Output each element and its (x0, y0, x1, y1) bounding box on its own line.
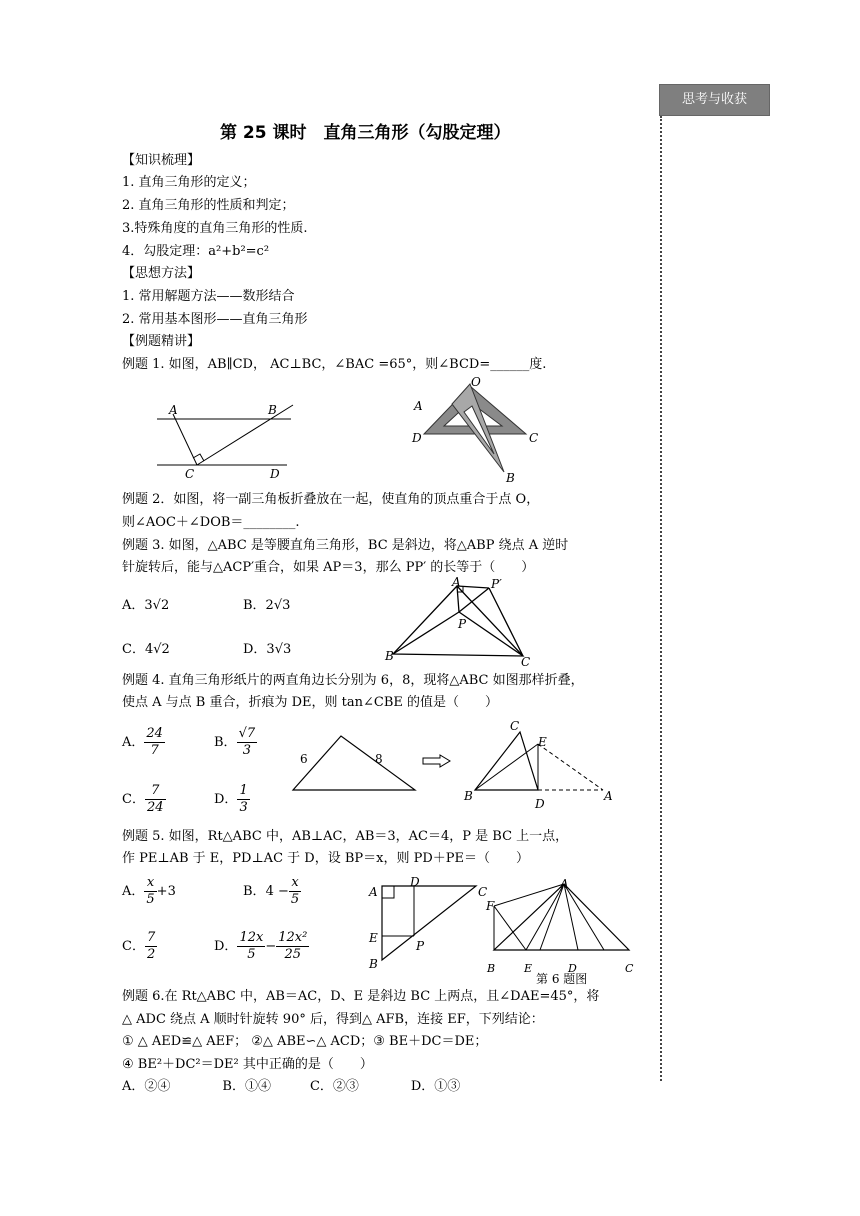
fig-label: D (412, 431, 422, 445)
fraction (144, 875, 156, 908)
question-2: 例题 2．如图，将一副三角板折叠放在一起，使直角的顶点重合于点 O， (122, 492, 540, 507)
denominator: 5 (146, 892, 155, 907)
fig-label: D (535, 797, 545, 811)
fraction (237, 726, 258, 759)
section-heading: 【知识梳理】 (122, 153, 201, 168)
denominator: 3 (239, 800, 248, 815)
question-6: △ ADC 绕点 A 顺时针旋转 90° 后，得到△ AFB，连接 EF，下列结论： (122, 1012, 544, 1027)
fig-label: A (369, 885, 378, 899)
figure-1 (155, 396, 300, 482)
figure-4b (460, 716, 620, 812)
fig-label: D (410, 875, 420, 889)
option-letter: D． (214, 939, 238, 954)
figure-5 (366, 876, 496, 970)
fig-label: C (510, 719, 520, 733)
denominator: 7 (150, 743, 159, 758)
section-heading: 【例题精讲】 (122, 334, 201, 349)
figure-4a (290, 733, 420, 797)
figure-6 (482, 878, 637, 978)
question-4: 例题 4. 直角三角形纸片的两直角边长分别为 6，8，现将△ABC 如图那样折叠， (122, 673, 584, 688)
fig-label: C (529, 431, 539, 445)
option-c (122, 783, 166, 816)
denominator: 5 (290, 892, 300, 907)
numerator: 12x² (278, 930, 308, 945)
fig-label: C (185, 467, 195, 481)
option-d (214, 930, 309, 963)
option-c (122, 930, 157, 963)
page-title: 第 25 课时 直角三角形（勾股定理） (220, 123, 511, 143)
numerator: x (144, 875, 156, 892)
fraction (144, 726, 165, 759)
fraction (289, 875, 301, 908)
fig-label: 6 (300, 752, 308, 766)
question-1: 例题 1. 如图，AB∥CD， AC⊥BC，∠BAC =65°，则∠BCD=______度. (122, 357, 547, 372)
fraction (145, 783, 166, 816)
fraction (237, 930, 265, 963)
fig-label: D (270, 467, 280, 481)
fraction (145, 930, 157, 963)
numerator: 1 (239, 783, 248, 798)
option-letter: C． (122, 792, 145, 807)
option-a: A．3√2 (122, 598, 170, 613)
fig-label: B (268, 403, 277, 417)
fig-label: C (521, 655, 531, 669)
fig-label: D (568, 962, 577, 975)
question-6-options: A．②④ B．①④ C．②③ D．①③ (122, 1079, 461, 1094)
figure-2 (408, 374, 548, 484)
option-b: B．2√3 (243, 598, 291, 613)
option-letter: C． (122, 939, 145, 954)
denominator: 25 (284, 947, 302, 962)
fig-label: B (464, 789, 473, 803)
option-b (214, 726, 257, 759)
fraction (237, 783, 249, 816)
question-5: 例题 5. 如图，Rt△ABC 中，AB⊥AC，AB＝3，AC＝4，P 是 BC 上一点， (122, 829, 569, 844)
fig-label: C (625, 962, 634, 975)
fig-label: A (169, 403, 178, 417)
fig-label: A (452, 575, 461, 589)
fig-label: C (478, 885, 488, 899)
text-line: 2. 常用基本图形——直角三角形 (122, 312, 308, 327)
option-letter: D． (214, 792, 238, 807)
denominator: 3 (242, 743, 251, 758)
question-6: ④ BE²＋DC²＝DE² 其中正确的是（ ） (122, 1057, 373, 1072)
fig-label: F (486, 899, 495, 913)
fig-label: E (524, 962, 533, 975)
fraction (276, 930, 309, 963)
denominator: 2 (146, 947, 156, 962)
fig-label: O (471, 375, 481, 389)
question-4: 使点 A 与点 B 重合，折痕为 DE，则 tan∠CBE 的值是（ ） (122, 695, 499, 710)
fig-label: A (604, 789, 613, 803)
question-5: 作 PE⊥AB 于 E，PD⊥AC 于 D，设 BP＝x，则 PD＋PE＝（ ） (122, 851, 530, 866)
text-line: 1. 常用解题方法——数形结合 (122, 289, 295, 304)
option-tail: +3 (156, 884, 176, 899)
fig-label: A (414, 399, 423, 413)
fig-label: 8 (375, 752, 383, 766)
fig-label: P′ (491, 577, 502, 591)
minus-sign: − (265, 939, 277, 954)
numerator: √7 (238, 726, 256, 741)
fig-label: A (560, 877, 569, 891)
figure-6-caption: 第 6 题图 (536, 972, 588, 986)
fig-label: P (416, 939, 425, 953)
numerator: 24 (146, 726, 163, 741)
sidebar-tab: 思考与收获 (659, 84, 770, 116)
option-a (122, 726, 165, 759)
option-letter: A． (122, 735, 145, 750)
text-line: 3.特殊角度的直角三角形的性质. (122, 221, 308, 236)
fig-label: B (369, 957, 378, 971)
option-d: D．3√3 (243, 642, 292, 657)
text-line: 4．勾股定理：a²+b²=c² (122, 244, 270, 259)
denominator: 5 (247, 947, 256, 962)
question-3: 针旋转后，能与△ACP′重合，如果 AP＝3，那么 PP′ 的长等于（ ） (122, 560, 535, 575)
numerator: 7 (146, 930, 156, 945)
question-3: 例题 3. 如图，△ABC 是等腰直角三角形，BC 是斜边，将△ABP 绕点 A 逆时 (122, 538, 569, 553)
option-a (122, 875, 176, 908)
option-letter: B． (243, 884, 266, 899)
text-line: 1. 直角三角形的定义； (122, 175, 256, 190)
option-b (243, 875, 301, 908)
fig-label: P (458, 617, 467, 631)
text-line: 2. 直角三角形的性质和判定； (122, 198, 295, 213)
option-letter: B． (214, 735, 237, 750)
fig-label: E (538, 735, 547, 749)
question-6: ① △ AED≌△ AEF； ②△ ABE∽△ ACD；③ BE＋DC＝DE； (122, 1034, 488, 1049)
arrow-icon (422, 754, 452, 768)
numerator: x (289, 875, 301, 892)
fig-label: E (369, 931, 378, 945)
fig-label: B (385, 649, 394, 663)
margin-divider (660, 116, 662, 1081)
option-d (214, 783, 250, 816)
numerator: 7 (145, 783, 166, 800)
question-2: 则∠AOC＋∠DOB＝________. (122, 515, 300, 530)
option-c: C．4√2 (122, 642, 170, 657)
numerator: 12x (239, 930, 264, 945)
option-letter: A． (122, 884, 145, 899)
question-6: 例题 6.在 Rt△ABC 中，AB＝AC，D、E 是斜边 BC 上两点，且∠DAE=45°，将 (122, 989, 600, 1004)
section-heading: 【思想方法】 (122, 266, 201, 281)
fig-label: B (506, 471, 515, 485)
denominator: 24 (146, 800, 164, 815)
figure-3 (383, 575, 543, 669)
fig-label: B (487, 962, 496, 975)
option-head: 4 − (265, 884, 289, 899)
